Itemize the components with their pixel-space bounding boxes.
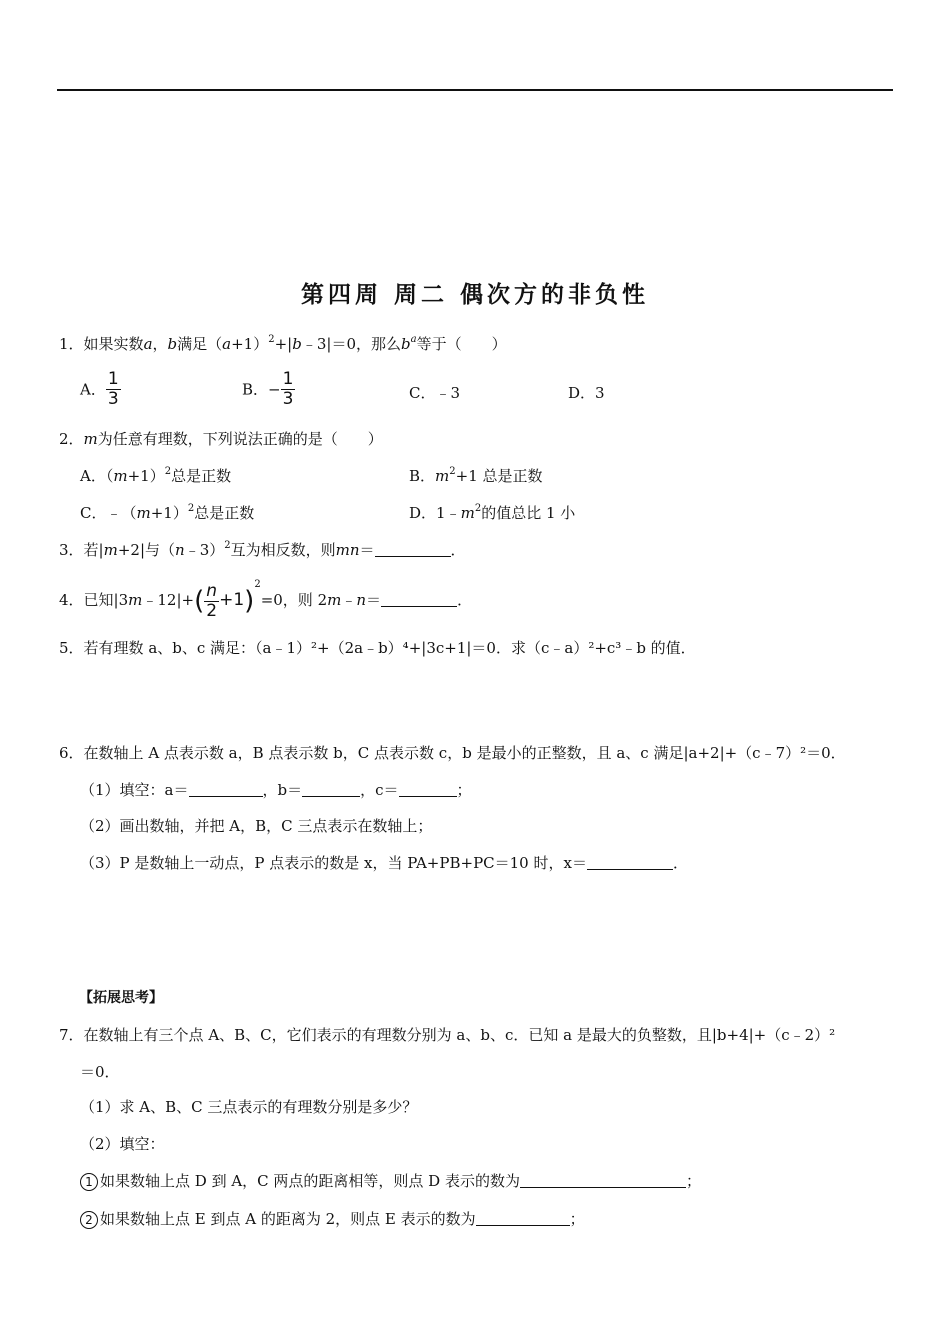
- q2-option-b: B．$m^2+1$ 总是正数: [409, 466, 543, 485]
- q7-d-blank[interactable]: [520, 1173, 686, 1188]
- q7-sub-2: 2 如果数轴上点 E 到点 A 的距离为 2，则点 E 表示的数为 ；: [80, 1209, 585, 1229]
- question-3: 3．若|m+2|与（n﹣3）$^2$互为相反数，则mn＝ ．: [59, 540, 466, 559]
- question-7: 7．在数轴上有三个点 A、B、C，它们表示的有理数分别为 a、b、c．已知 a 是最大的负整数，且|b+4|+（c﹣2）²: [59, 1026, 836, 1044]
- circled-number-2: 2: [80, 1211, 98, 1229]
- q1-option-c: C．﹣3: [409, 384, 461, 402]
- q2-option-d: D．$1﹣m^2$的值总比 1 小: [409, 503, 576, 522]
- q7-sub-1: 1 如果数轴上点 D 到 A，C 两点的距离相等，则点 D 表示的数为 ；: [80, 1171, 701, 1191]
- question-1: 1．如果实数a，b满足$(a+1)^2+|b﹣3|=0$，那么$b^a$等于（ ）: [59, 334, 507, 353]
- q6-b-blank[interactable]: [302, 782, 360, 797]
- page-title: 第四周 周二 偶次方的非负性: [300, 282, 649, 308]
- q3-answer-blank[interactable]: [375, 542, 451, 557]
- q6-part-1: （1）填空：a＝ ，b＝ ，c＝ ；: [80, 781, 472, 799]
- question-2: 2．m为任意有理数，下列说法正确的是（ ）: [59, 430, 383, 448]
- q7-e-blank[interactable]: [476, 1211, 570, 1226]
- q6-part-2: （2）画出数轴，并把 A，B，C 三点表示在数轴上；: [80, 817, 433, 835]
- question-4: 4．已知|3m﹣12|+( $\frac{n}{2}$ +1)$^2$=0，则 2m﹣n＝ ．: [59, 579, 473, 621]
- q7-part-2: （2）填空：: [80, 1135, 165, 1153]
- q2-option-c: C．$﹣(m+1)^2$总是正数: [80, 503, 255, 522]
- q6-part-3: （3）P 是数轴上一动点，P 点表示的数是 x，当 PA+PB+PC＝10 时，x＝ ．: [80, 854, 688, 872]
- q1-option-b: B．− $\frac{1}{3}$: [242, 369, 294, 409]
- q6-c-blank[interactable]: [399, 782, 457, 797]
- question-7-cont: ＝0．: [80, 1063, 120, 1081]
- circled-number-1: 1: [80, 1173, 98, 1191]
- q7-part-1: （1）求 A、B、C 三点表示的有理数分别是多少？: [80, 1098, 418, 1116]
- q6-x-blank[interactable]: [587, 855, 673, 870]
- header-rule: [57, 89, 893, 91]
- question-6: 6．在数轴上 A 点表示数 a，B 点表示数 b，C 点表示数 c，b 是最小的正整数，且 a、c 满足|a+2|+（c﹣7）²＝0．: [59, 744, 846, 762]
- q2-option-a: A．$(m+1)^2$总是正数: [80, 466, 232, 485]
- section-heading-extension: 【拓展思考】: [79, 990, 163, 1006]
- q6-a-blank[interactable]: [189, 782, 263, 797]
- question-5: 5．若有理数 a、b、c 满足：（a﹣1）²+（2a﹣b）⁴+|3c+1|＝0．求（c﹣a）²+c³﹣b 的值．: [59, 639, 696, 657]
- q1-option-d: D．3: [568, 384, 605, 402]
- q1-option-a: A． $\frac{1}{3}$: [80, 369, 119, 409]
- q4-answer-blank[interactable]: [381, 592, 457, 607]
